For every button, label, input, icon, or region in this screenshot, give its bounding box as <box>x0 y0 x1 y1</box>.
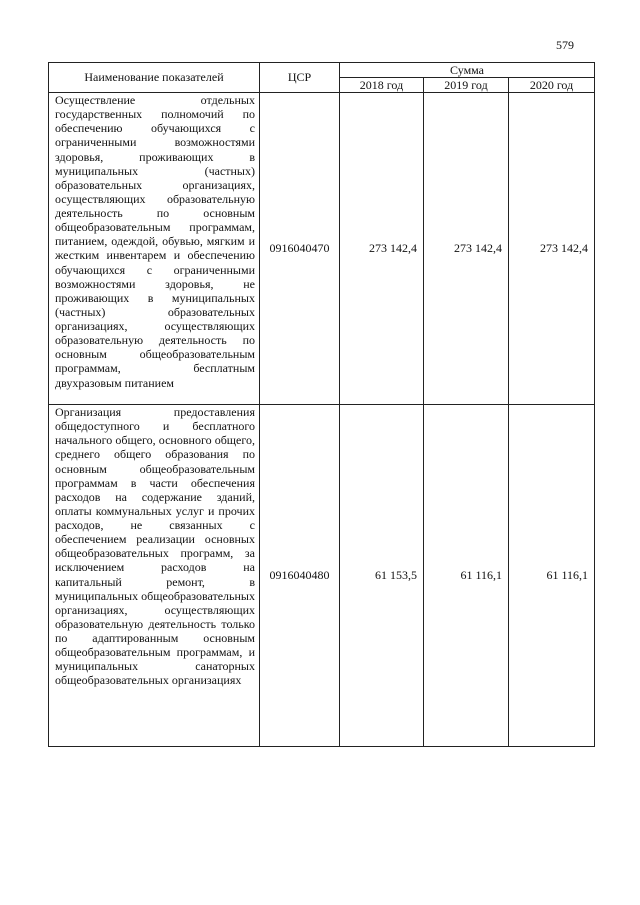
row-code: 0916040480 <box>260 405 340 747</box>
row-value-2018: 61 153,5 <box>340 405 424 747</box>
header-year-2020: 2020 год <box>509 78 595 93</box>
header-sum: Сумма <box>340 63 595 78</box>
row-name: Организация предоставления общедоступного и бесплатного начального общего, основного общего, среднего общего образования по основным общеобразовательным программам в части обеспечения расходов на содержание зданий, оплаты коммунальных услуг и прочих расходов, не связанных с обеспечением реализации основных общеобразовательных программ, за исключением расходов на капитальный ремонт, в муниципальных общеобразовательных организациях, осуществляющих образовательную деятельность только по адаптированным основным общеобразовательным программам, и муниципальных санаторных общеобразовательных организациях <box>49 405 260 747</box>
header-name: Наименование показателей <box>49 63 260 93</box>
header-year-2019: 2019 год <box>424 78 509 93</box>
table-row <box>49 93 595 405</box>
row-name: Осуществление отдельных государственных полномочий по обеспечению обучающихся с ограниченными возможностями здоровья, проживающих в муниципальных (частных) образовательных организациях, осуществляющих образовательную деятельность по основным общеобразовательным программам, питанием, одеждой, обувью, мягким и жестким инвентарем и обеспечению обучающихся с ограниченными возможностями здоровья, не проживающих в муниципальных (частных) образовательных организациях, осуществляющих образовательную деятельность по основным общеобразовательным программам, бесплатным двухразовым питанием <box>49 93 260 405</box>
row-code: 0916040470 <box>260 93 340 405</box>
header-year-2018: 2018 год <box>340 78 424 93</box>
row-value-2020: 61 116,1 <box>509 405 595 747</box>
budget-table <box>48 62 595 747</box>
row-value-2019: 61 116,1 <box>424 405 509 747</box>
row-value-2020: 273 142,4 <box>509 93 595 405</box>
page-number: 579 <box>556 38 574 52</box>
row-value-2018: 273 142,4 <box>340 93 424 405</box>
header-csr: ЦСР <box>260 63 340 93</box>
table-row <box>49 405 595 747</box>
row-value-2019: 273 142,4 <box>424 93 509 405</box>
